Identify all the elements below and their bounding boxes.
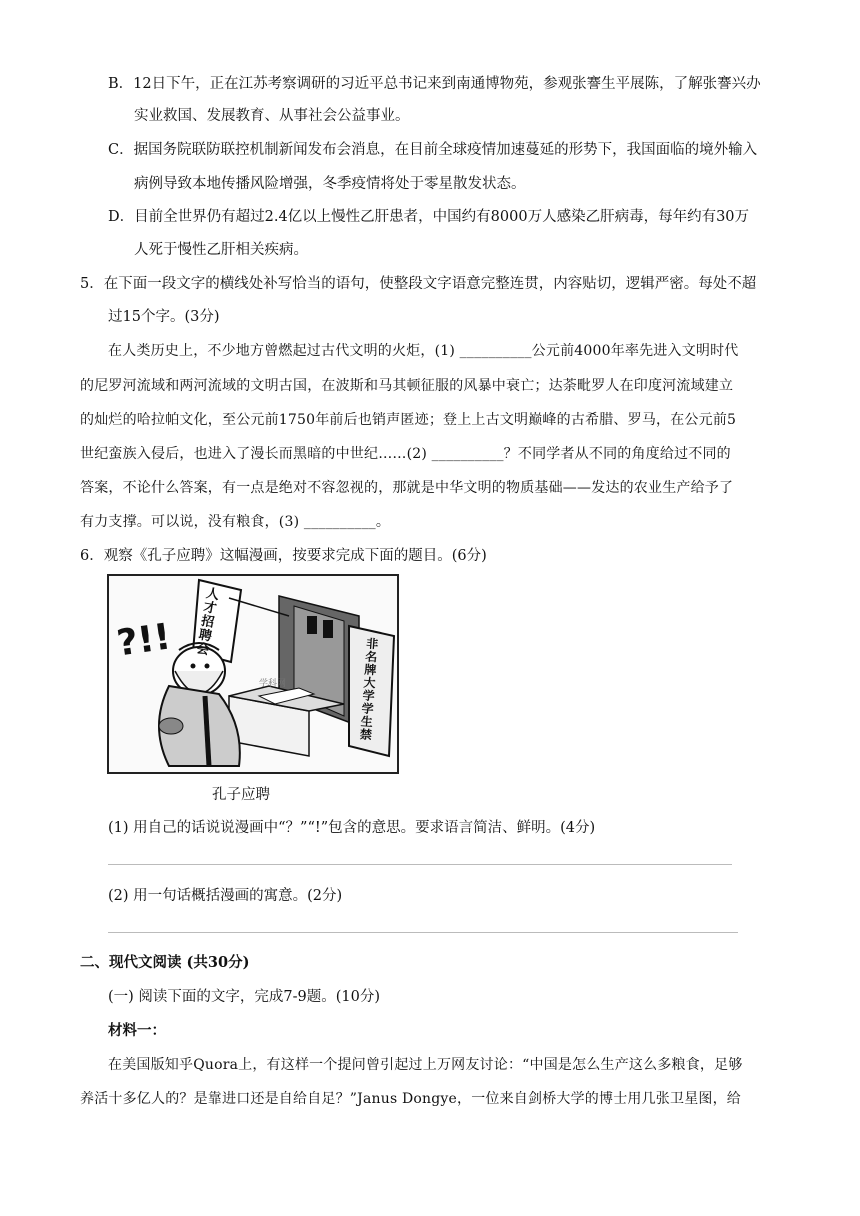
question-6-sub2: (2) 用一句话概括漫画的寓意。(2分) [108,888,343,904]
comic-illustration [107,574,399,774]
option-c-line2: 病例导致本地传播风险增强，冬季疫情将处于零星散发状态。 [134,176,526,192]
answer-line[interactable] [108,932,738,933]
question-6-stem: 6．观察《孔子应聘》这幅漫画，按要求完成下面的题目。(6分) [80,548,487,564]
option-b-line1: B．12日下午，正在江苏考察调研的习近平总书记来到南通博物苑，参观张謇生平展陈，了解张謇兴办 [108,76,761,92]
comic-sign-text: 非名牌大学学生禁 [359,636,379,743]
comic-drawing [109,576,397,772]
question-6-sub1: (1) 用自己的话说说漫画中“？”“!”包含的意思。要求语言简洁、鲜明。(4分) [108,820,596,836]
option-b-line2: 实业救国、发展教育、从事社会公益事业。 [134,108,410,124]
option-d-line2: 人死于慢性乙肝相关疾病。 [134,242,308,258]
q5-passage-line: 世纪蛮族入侵后，也进入了漫长而黑暗的中世纪……(2) __________？不同学者从不同的角度给过不同的 [80,446,731,462]
comic-banner-text: 人才招聘会 [195,586,221,659]
material-paragraph-line: 在美国版知乎Quora上，有这样一个提问曾引起过上万网友讨论：“中国是怎么生产这么多粮食，足够 [108,1057,743,1073]
option-d-line1: D．目前全世界仍有超过2.4亿以上慢性乙肝患者，中国约有8000万人感染乙肝病毒，每年约有30万 [108,209,750,225]
q5-passage-line: 答案，不论什么答案，有一点是绝对不容忽视的，那就是中华文明的物质基础——发达的农业生产给予了 [80,480,734,496]
comic-exclamation: ?!! [114,616,174,665]
question-5-stem: 5．在下面一段文字的横线处补写恰当的语句，使整段文字语意完整连贯，内容贴切，逻辑严密。每处不超 [80,276,757,292]
option-c-line1: C．据国务院联防联控机制新闻发布会消息，在目前全球疫情加速蔓延的形势下，我国面临的境外输入 [108,142,758,158]
q5-passage-line: 在人类历史上，不少地方曾燃起过古代文明的火炬，(1) __________公元前4000年率先进入文明时代 [108,343,739,359]
q5-passage-line: 有力支撑。可以说，没有粮食，(3) __________。 [80,514,391,530]
material-label: 材料一： [108,1022,166,1039]
answer-line[interactable] [108,864,732,865]
material-paragraph-line: 养活十多亿人的？是靠进口还是自给自足？”Janus Dongye，一位来自剑桥大学的博士用几张卫星图，给 [80,1091,742,1107]
q5-passage-line: 的尼罗河流域和两河流域的文明古国，在波斯和马其顿征服的风暴中衰亡；达荼毗罗人在印度河流域建立 [80,378,734,394]
q5-passage-line: 的灿烂的哈拉帕文化，至公元前1750年前后也销声匿迹；登上上古文明巅峰的古希腊、罗马，在公元前5 [80,412,737,428]
question-5-stem-cont: 过15个字。(3分) [108,309,220,325]
section-2-subtitle: (一) 阅读下面的文字，完成7-9题。(10分) [108,989,381,1005]
comic-watermark: 学科网 [259,679,287,689]
comic-caption: 孔子应聘 [212,787,270,803]
section-2-title: 二、现代文阅读 (共30分) [80,954,250,971]
